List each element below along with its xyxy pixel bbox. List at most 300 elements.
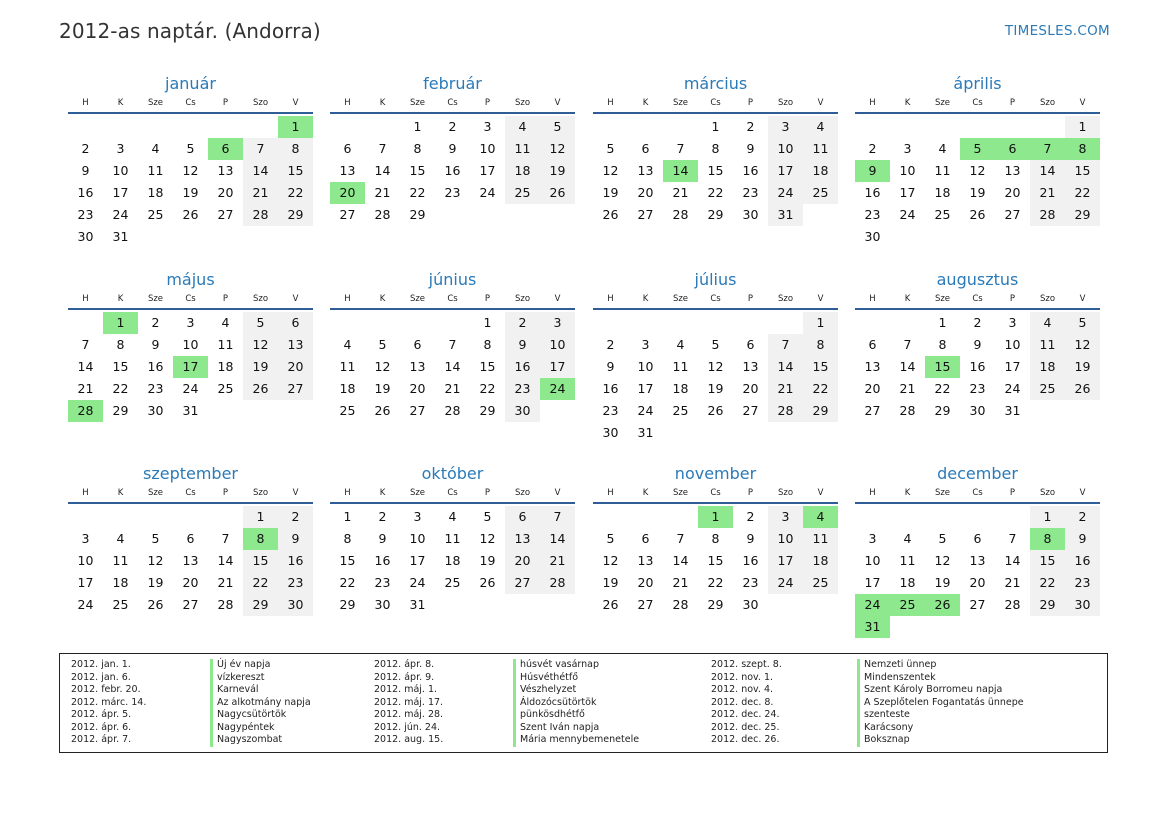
day-cell: 30 <box>602 425 619 440</box>
day-cell: 13 <box>864 359 881 374</box>
day-cell: 30 <box>147 403 164 418</box>
day-cell: 13 <box>969 553 986 568</box>
day-cell: 19 <box>934 575 951 590</box>
month-12 <box>855 463 1100 638</box>
holiday-day: 8 <box>243 528 278 550</box>
day-cell: 21 <box>1004 575 1021 590</box>
day-cell: 3 <box>903 141 912 156</box>
weekday-label: P <box>747 98 754 108</box>
day-cell: 25 <box>339 403 356 418</box>
weekday-label: V <box>1079 294 1086 304</box>
legend-date: 2012. márc. 14. <box>71 696 147 708</box>
day-cell: 3 <box>186 315 195 330</box>
legend-date: 2012. dec. 25. <box>711 721 780 733</box>
day-cell: 9 <box>746 141 755 156</box>
weekday-label: P <box>222 294 229 304</box>
day-cell: 22 <box>243 572 278 594</box>
day-cell: 30 <box>505 400 540 422</box>
legend-date: 2012. jún. 24. <box>374 721 441 733</box>
weekday-label: Sze <box>672 488 689 498</box>
day-cell: 18 <box>112 575 129 590</box>
day-cell: 10 <box>637 359 654 374</box>
day-cell: 16 <box>1065 550 1100 572</box>
day-cell: 29 <box>803 400 838 422</box>
month-name: december <box>937 464 1018 483</box>
legend-name-column <box>210 659 311 747</box>
day-cell: 28 <box>217 597 234 612</box>
day-cell: 15 <box>278 160 313 182</box>
legend-date: 2012. máj. 28. <box>374 709 444 720</box>
day-cell: 16 <box>864 185 881 200</box>
empty-cell <box>173 116 208 138</box>
day-cell: 16 <box>444 163 461 178</box>
day-cell: 7 <box>676 141 685 156</box>
legend-date: 2012. szept. 8. <box>711 659 782 670</box>
day-cell: 9 <box>448 141 457 156</box>
day-cell: 20 <box>278 356 313 378</box>
legend-date-column <box>71 659 146 747</box>
day-grid <box>593 506 838 616</box>
day-cell: 6 <box>505 506 540 528</box>
header-rule <box>330 502 575 504</box>
day-cell: 2 <box>505 312 540 334</box>
day-cell: 7 <box>448 337 457 352</box>
day-cell: 30 <box>278 594 313 616</box>
empty-cell <box>593 506 628 528</box>
weekday-label: H <box>869 488 876 498</box>
day-cell: 6 <box>186 531 195 546</box>
empty-cell <box>208 116 243 138</box>
day-cell: 27 <box>864 403 881 418</box>
month-5 <box>68 269 313 422</box>
day-cell: 7 <box>903 337 912 352</box>
weekday-label: Sze <box>934 488 951 498</box>
weekday-label: Szo <box>514 98 531 108</box>
day-cell: 5 <box>606 531 615 546</box>
header-rule <box>593 502 838 504</box>
empty-cell <box>663 116 698 138</box>
day-cell: 2 <box>746 119 755 134</box>
day-cell: 5 <box>540 116 575 138</box>
day-cell: 25 <box>672 403 689 418</box>
day-cell: 9 <box>505 334 540 356</box>
day-cell: 17 <box>409 553 426 568</box>
month-1 <box>68 73 313 248</box>
holiday-day: 6 <box>208 138 243 160</box>
day-cell: 2 <box>151 315 160 330</box>
day-cell: 11 <box>1030 334 1065 356</box>
day-cell: 22 <box>409 185 426 200</box>
day-cell: 22 <box>112 381 129 396</box>
day-cell: 18 <box>934 185 951 200</box>
day-cell: 25 <box>1030 378 1065 400</box>
empty-cell <box>593 312 628 334</box>
day-cell: 26 <box>182 207 199 222</box>
day-cell: 2 <box>868 141 877 156</box>
day-cell: 16 <box>742 553 759 568</box>
header-rule <box>855 112 1100 114</box>
legend-holiday-name: Áldozócsütörtök <box>513 697 639 710</box>
weekday-label: H <box>607 488 614 498</box>
day-cell: 14 <box>768 356 803 378</box>
weekday-label: Sze <box>672 294 689 304</box>
day-cell: 18 <box>217 359 234 374</box>
day-cell: 22 <box>479 381 496 396</box>
day-cell: 5 <box>711 337 720 352</box>
weekday-label: K <box>117 488 124 498</box>
day-cell: 28 <box>444 403 461 418</box>
day-cell: 3 <box>413 509 422 524</box>
day-cell: 8 <box>116 337 125 352</box>
day-cell: 9 <box>746 531 755 546</box>
weekday-header <box>855 97 1100 109</box>
day-cell: 11 <box>112 553 129 568</box>
day-cell: 13 <box>1004 163 1021 178</box>
day-cell: 4 <box>343 337 352 352</box>
weekday-header <box>593 97 838 109</box>
month-name: január <box>165 74 216 93</box>
day-cell: 15 <box>409 163 426 178</box>
day-cell: 19 <box>182 185 199 200</box>
weekday-label: H <box>869 98 876 108</box>
day-grid <box>330 312 575 422</box>
legend-date: 2012. ápr. 6. <box>71 721 132 733</box>
day-cell: 1 <box>1030 506 1065 528</box>
day-cell: 19 <box>374 381 391 396</box>
day-cell: 16 <box>602 381 619 396</box>
day-cell: 9 <box>378 531 387 546</box>
day-cell: 12 <box>374 359 391 374</box>
day-cell: 15 <box>112 359 129 374</box>
day-cell: 30 <box>742 597 759 612</box>
day-cell: 5 <box>378 337 387 352</box>
weekday-header <box>330 97 575 109</box>
month-name: március <box>683 74 748 93</box>
day-cell: 11 <box>505 138 540 160</box>
day-cell: 7 <box>243 138 278 160</box>
day-cell: 13 <box>182 553 199 568</box>
day-cell: 31 <box>1004 403 1021 418</box>
weekday-header <box>68 293 313 305</box>
weekday-header <box>68 487 313 499</box>
page-title: 2012-as naptár. (Andorra) <box>59 19 321 43</box>
holiday-day: 5 <box>960 138 995 160</box>
day-cell: 7 <box>378 141 387 156</box>
day-grid <box>855 506 1100 638</box>
day-cell: 6 <box>746 337 755 352</box>
day-cell: 22 <box>1030 572 1065 594</box>
day-cell: 14 <box>444 359 461 374</box>
day-cell: 14 <box>77 359 94 374</box>
day-grid <box>855 116 1100 248</box>
day-cell: 24 <box>768 182 803 204</box>
weekday-label: P <box>1009 98 1016 108</box>
day-cell: 23 <box>444 185 461 200</box>
legend-date: 2012. dec. 24. <box>711 709 780 720</box>
weekday-label: K <box>904 294 911 304</box>
weekday-label: P <box>747 488 754 498</box>
month-name: szeptember <box>142 464 238 483</box>
empty-cell <box>855 312 890 334</box>
day-cell: 17 <box>768 160 803 182</box>
weekday-label: V <box>817 98 824 108</box>
day-cell: 22 <box>803 378 838 400</box>
day-cell: 20 <box>864 381 881 396</box>
day-cell: 16 <box>505 356 540 378</box>
day-grid <box>855 312 1100 422</box>
day-cell: 12 <box>707 359 724 374</box>
legend-holiday-name: Nemzeti ünnep <box>857 659 1024 672</box>
holiday-day: 20 <box>330 182 365 204</box>
weekday-label: Cs <box>710 98 721 108</box>
day-cell: 30 <box>374 597 391 612</box>
day-cell: 6 <box>413 337 422 352</box>
holiday-day: 24 <box>855 594 890 616</box>
month-3 <box>593 73 838 226</box>
legend-date: 2012. ápr. 5. <box>71 709 132 720</box>
weekday-label: H <box>82 488 89 498</box>
holiday-day: 1 <box>278 116 313 138</box>
day-cell: 16 <box>969 359 986 374</box>
day-cell: 6 <box>343 141 352 156</box>
day-cell: 28 <box>768 400 803 422</box>
day-cell: 26 <box>479 575 496 590</box>
day-grid <box>68 312 313 422</box>
holiday-day: 28 <box>68 400 103 422</box>
day-cell: 20 <box>217 185 234 200</box>
day-cell: 24 <box>409 575 426 590</box>
day-cell: 12 <box>479 531 496 546</box>
weekday-label: V <box>1079 98 1086 108</box>
empty-cell <box>400 312 435 334</box>
day-cell: 5 <box>606 141 615 156</box>
day-cell: 12 <box>602 553 619 568</box>
day-cell: 2 <box>1065 506 1100 528</box>
weekday-label: Sze <box>147 488 164 498</box>
weekday-label: K <box>117 294 124 304</box>
day-cell: 8 <box>803 334 838 356</box>
holiday-legend <box>59 653 1108 753</box>
weekday-label: P <box>747 294 754 304</box>
day-cell: 15 <box>707 553 724 568</box>
weekday-label: Szo <box>252 294 269 304</box>
legend-date: 2012. ápr. 9. <box>374 671 435 683</box>
day-cell: 24 <box>77 597 94 612</box>
day-cell: 15 <box>707 163 724 178</box>
legend-holiday-name: Mária mennybemenetele <box>513 734 639 747</box>
day-cell: 10 <box>540 334 575 356</box>
legend-date: 2012. máj. 1. <box>374 684 438 695</box>
weekday-header <box>593 487 838 499</box>
holiday-day: 8 <box>1065 138 1100 160</box>
day-cell: 4 <box>903 531 912 546</box>
weekday-label: Cs <box>447 294 458 304</box>
day-cell: 8 <box>343 531 352 546</box>
weekday-label: Szo <box>777 294 794 304</box>
day-cell: 13 <box>409 359 426 374</box>
month-4 <box>855 73 1100 248</box>
day-cell: 27 <box>505 572 540 594</box>
weekday-label: Sze <box>672 98 689 108</box>
day-cell: 28 <box>540 572 575 594</box>
day-cell: 1 <box>243 506 278 528</box>
empty-cell <box>628 116 663 138</box>
header-rule <box>330 112 575 114</box>
day-cell: 24 <box>1004 381 1021 396</box>
day-cell: 5 <box>483 509 492 524</box>
empty-cell <box>103 116 138 138</box>
day-cell: 16 <box>278 550 313 572</box>
legend-date-column <box>711 659 782 747</box>
month-name: november <box>674 464 757 483</box>
day-cell: 1 <box>1065 116 1100 138</box>
weekday-label: H <box>82 98 89 108</box>
weekday-label: K <box>117 98 124 108</box>
day-cell: 4 <box>803 116 838 138</box>
legend-holiday-name: Nagyszombat <box>210 734 311 747</box>
day-grid <box>593 312 838 444</box>
day-cell: 7 <box>81 337 90 352</box>
day-cell: 18 <box>339 381 356 396</box>
day-cell: 8 <box>711 531 720 546</box>
day-cell: 2 <box>378 509 387 524</box>
legend-holiday-name: Karnevál <box>210 684 311 697</box>
day-cell: 20 <box>505 550 540 572</box>
site-link[interactable]: TIMESLES.COM <box>1004 23 1110 39</box>
day-cell: 23 <box>77 207 94 222</box>
day-grid <box>68 506 313 616</box>
weekday-label: K <box>642 488 649 498</box>
day-cell: 2 <box>81 141 90 156</box>
day-cell: 19 <box>540 160 575 182</box>
day-cell: 23 <box>505 378 540 400</box>
weekday-label: K <box>379 488 386 498</box>
day-cell: 23 <box>374 575 391 590</box>
weekday-header <box>855 487 1100 499</box>
day-cell: 22 <box>934 381 951 396</box>
legend-holiday-name: Nagypéntek <box>210 722 311 735</box>
day-cell: 7 <box>1008 531 1017 546</box>
day-cell: 17 <box>112 185 129 200</box>
header-rule <box>593 112 838 114</box>
day-cell: 29 <box>243 594 278 616</box>
weekday-label: Szo <box>777 98 794 108</box>
day-cell: 29 <box>479 403 496 418</box>
day-cell: 13 <box>217 163 234 178</box>
day-cell: 21 <box>899 381 916 396</box>
day-cell: 5 <box>186 141 195 156</box>
empty-cell <box>663 506 698 528</box>
day-cell: 8 <box>413 141 422 156</box>
weekday-label: Sze <box>934 98 951 108</box>
holiday-day: 1 <box>103 312 138 334</box>
empty-cell <box>208 506 243 528</box>
day-cell: 18 <box>1030 356 1065 378</box>
day-cell: 21 <box>1030 182 1065 204</box>
legend-name-column <box>513 659 639 747</box>
day-cell: 6 <box>868 337 877 352</box>
weekday-label: V <box>292 98 299 108</box>
day-cell: 7 <box>768 334 803 356</box>
day-cell: 13 <box>637 163 654 178</box>
weekday-label: Cs <box>185 98 196 108</box>
day-cell: 21 <box>540 550 575 572</box>
empty-cell <box>365 116 400 138</box>
header-rule <box>68 502 313 504</box>
weekday-label: V <box>554 294 561 304</box>
holiday-day: 14 <box>663 160 698 182</box>
weekday-label: Sze <box>409 98 426 108</box>
empty-cell <box>995 506 1030 528</box>
weekday-label: V <box>554 488 561 498</box>
day-cell: 27 <box>1004 207 1021 222</box>
weekday-label: H <box>344 98 351 108</box>
holiday-day: 31 <box>855 616 890 638</box>
legend-date: 2012. máj. 17. <box>374 696 444 708</box>
day-cell: 31 <box>182 403 199 418</box>
day-cell: 18 <box>803 160 838 182</box>
day-cell: 15 <box>1030 550 1065 572</box>
day-cell: 27 <box>217 207 234 222</box>
day-cell: 28 <box>374 207 391 222</box>
weekday-label: V <box>817 488 824 498</box>
weekday-label: Sze <box>409 488 426 498</box>
weekday-label: Cs <box>710 488 721 498</box>
day-cell: 12 <box>147 553 164 568</box>
day-cell: 12 <box>602 163 619 178</box>
holiday-day: 25 <box>890 594 925 616</box>
weekday-label: K <box>379 98 386 108</box>
month-2 <box>330 73 575 226</box>
day-cell: 7 <box>540 506 575 528</box>
day-cell: 23 <box>278 572 313 594</box>
weekday-label: P <box>222 488 229 498</box>
weekday-label: Szo <box>1039 488 1056 498</box>
day-cell: 27 <box>742 403 759 418</box>
day-cell: 11 <box>934 163 951 178</box>
day-cell: 20 <box>637 185 654 200</box>
legend-name-column <box>857 659 1024 747</box>
day-cell: 21 <box>374 185 391 200</box>
day-cell: 14 <box>217 553 234 568</box>
weekday-label: P <box>1009 488 1016 498</box>
day-cell: 13 <box>339 163 356 178</box>
day-cell: 4 <box>505 116 540 138</box>
empty-cell <box>435 312 470 334</box>
empty-cell <box>68 312 103 334</box>
day-cell: 21 <box>77 381 94 396</box>
month-11 <box>593 463 838 616</box>
legend-date: 2012. ápr. 8. <box>374 659 435 670</box>
weekday-label: Sze <box>934 294 951 304</box>
day-cell: 14 <box>540 528 575 550</box>
day-cell: 24 <box>768 572 803 594</box>
day-cell: 21 <box>672 575 689 590</box>
day-cell: 8 <box>938 337 947 352</box>
day-cell: 11 <box>444 531 461 546</box>
day-cell: 12 <box>540 138 575 160</box>
day-cell: 11 <box>672 359 689 374</box>
day-cell: 14 <box>672 553 689 568</box>
day-cell: 31 <box>112 229 129 244</box>
day-cell: 2 <box>448 119 457 134</box>
weekday-label: V <box>554 98 561 108</box>
empty-cell <box>628 506 663 528</box>
day-cell: 4 <box>116 531 125 546</box>
day-cell: 17 <box>77 575 94 590</box>
weekday-label: H <box>82 294 89 304</box>
day-grid <box>330 116 575 226</box>
